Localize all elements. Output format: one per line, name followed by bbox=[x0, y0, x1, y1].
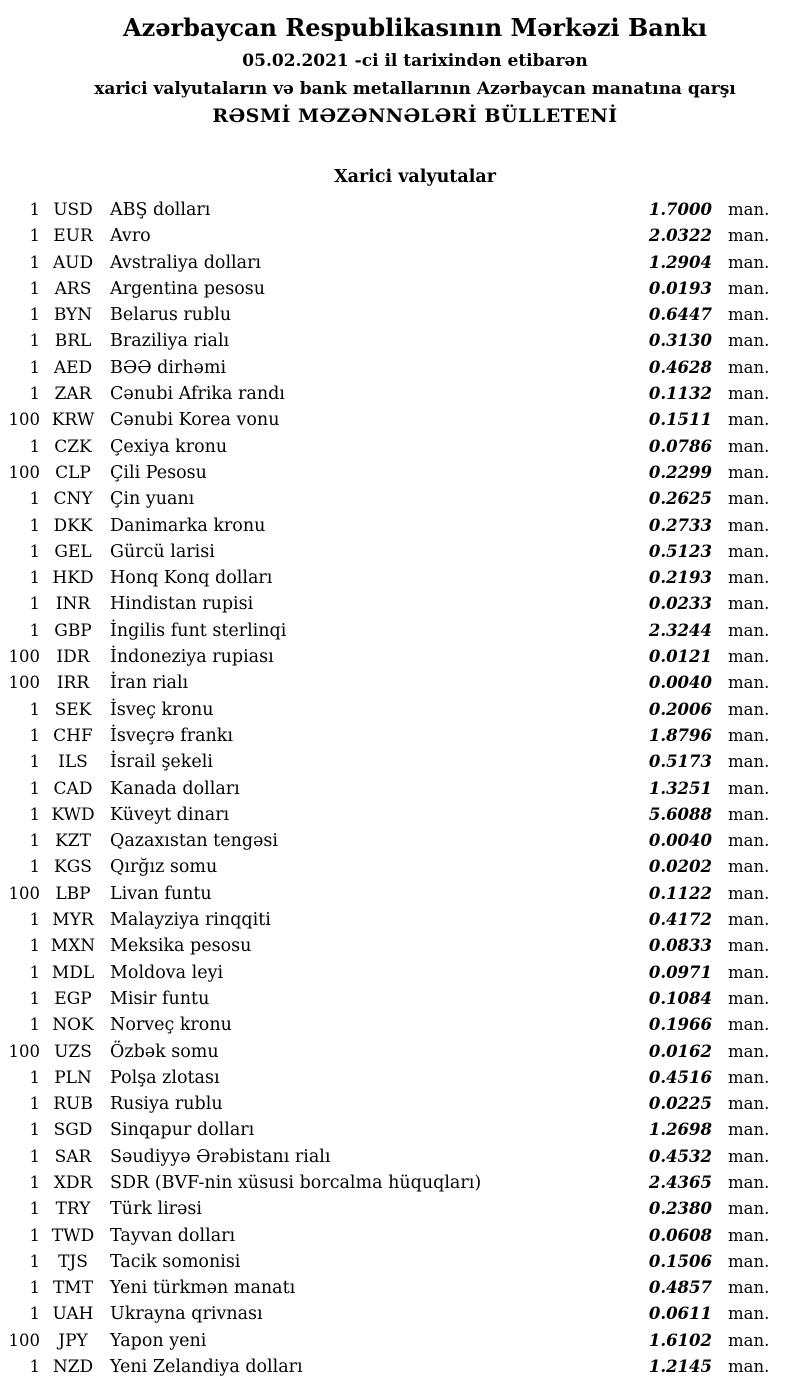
rate-cell: 0.1506 bbox=[648, 1251, 712, 1271]
rate-cell: 0.1132 bbox=[648, 384, 712, 404]
currency-name-cell: Livan funtu bbox=[110, 883, 212, 904]
rate-cell: 0.2299 bbox=[648, 462, 712, 482]
unit-cell: man. bbox=[728, 1146, 770, 1166]
currency-code-cell: KRW bbox=[51, 410, 95, 431]
currency-name-cell: İsveç kronu bbox=[110, 699, 214, 720]
unit-cell: man. bbox=[728, 962, 770, 982]
bulletin-title: RƏSMİ MƏZƏNNƏLƏRİ BÜLLETENİ bbox=[212, 105, 618, 127]
quantity-cell: 1 bbox=[29, 1067, 40, 1087]
rate-cell: 0.1966 bbox=[648, 1015, 712, 1035]
quantity-cell: 100 bbox=[8, 673, 40, 693]
currency-name-cell: Misir funtu bbox=[110, 988, 210, 1009]
quantity-cell: 1 bbox=[29, 936, 40, 956]
quantity-cell: 1 bbox=[29, 489, 40, 509]
unit-cell: man. bbox=[728, 252, 770, 272]
table-row bbox=[0, 1012, 800, 1038]
currency-code-cell: EUR bbox=[53, 226, 93, 247]
rate-cell: 0.4532 bbox=[648, 1146, 712, 1166]
rate-cell: 0.3130 bbox=[648, 331, 712, 351]
quantity-cell: 1 bbox=[29, 278, 40, 298]
quantity-cell: 1 bbox=[29, 752, 40, 772]
currency-code-cell: CZK bbox=[54, 436, 92, 457]
unit-cell: man. bbox=[728, 410, 770, 430]
currency-name-cell: İsveçrə frankı bbox=[110, 725, 233, 746]
quantity-cell: 1 bbox=[29, 331, 40, 351]
currency-code-cell: ZAR bbox=[54, 384, 92, 405]
currency-code-cell: CLP bbox=[55, 462, 91, 483]
currency-name-cell: Tayvan dolları bbox=[110, 1225, 236, 1246]
currency-name-cell: Yeni Zelandiya dolları bbox=[110, 1357, 303, 1378]
table-row bbox=[0, 802, 800, 828]
quantity-cell: 1 bbox=[29, 988, 40, 1008]
unit-cell: man. bbox=[728, 436, 770, 456]
table-row bbox=[0, 1301, 800, 1327]
currency-code-cell: TWD bbox=[51, 1225, 95, 1246]
quantity-cell: 1 bbox=[29, 436, 40, 456]
rate-cell: 0.0611 bbox=[648, 1304, 712, 1324]
table-row bbox=[0, 960, 800, 986]
currency-code-cell: INR bbox=[55, 594, 91, 615]
table-row bbox=[0, 223, 800, 249]
quantity-cell: 1 bbox=[29, 594, 40, 614]
quantity-cell: 1 bbox=[29, 568, 40, 588]
unit-cell: man. bbox=[728, 883, 770, 903]
currency-code-cell: NOK bbox=[52, 1015, 94, 1036]
table-row bbox=[0, 539, 800, 565]
table-row bbox=[0, 723, 800, 749]
quantity-cell: 1 bbox=[29, 1278, 40, 1298]
table-row bbox=[0, 355, 800, 381]
rate-cell: 0.0608 bbox=[648, 1225, 712, 1245]
unit-cell: man. bbox=[728, 594, 770, 614]
table-row bbox=[0, 250, 800, 276]
unit-cell: man. bbox=[728, 200, 770, 219]
currency-name-cell: Tacik somonisi bbox=[110, 1251, 241, 1272]
unit-cell: man. bbox=[728, 1251, 770, 1271]
unit-cell: man. bbox=[728, 541, 770, 561]
table-row bbox=[0, 986, 800, 1012]
quantity-cell: 100 bbox=[8, 883, 40, 903]
quantity-cell: 1 bbox=[29, 252, 40, 272]
table-row bbox=[0, 1223, 800, 1249]
rate-cell: 2.3244 bbox=[648, 620, 712, 640]
table-row bbox=[0, 1065, 800, 1091]
rate-cell: 1.7000 bbox=[648, 200, 712, 219]
currency-name-cell: Norveç kronu bbox=[110, 1015, 232, 1036]
table-row bbox=[0, 776, 800, 802]
rate-cell: 0.1084 bbox=[648, 988, 712, 1008]
unit-cell: man. bbox=[728, 936, 770, 956]
currency-code-cell: TMT bbox=[52, 1278, 94, 1299]
table-row bbox=[0, 933, 800, 959]
currency-code-cell: MXN bbox=[50, 936, 96, 957]
currency-code-cell: ARS bbox=[54, 278, 92, 299]
table-row bbox=[0, 434, 800, 460]
currency-name-cell: Səudiyyə Ərəbistanı rialı bbox=[110, 1146, 331, 1167]
currency-name-cell: Çexiya kronu bbox=[110, 436, 228, 457]
quantity-cell: 1 bbox=[29, 1094, 40, 1114]
currency-code-cell: GEL bbox=[54, 541, 92, 562]
unit-cell: man. bbox=[728, 278, 770, 298]
currency-code-cell: BYN bbox=[53, 305, 93, 326]
currency-code-cell: CAD bbox=[53, 778, 93, 799]
currency-name-cell: Honq Konq dolları bbox=[110, 568, 273, 589]
currency-name-cell: Cənubi Afrika randı bbox=[110, 384, 285, 405]
currency-code-cell: CNY bbox=[53, 489, 93, 510]
currency-code-cell: MYR bbox=[52, 910, 94, 931]
currency-name-cell: Danimarka kronu bbox=[110, 515, 266, 536]
rate-cell: 0.4172 bbox=[648, 910, 712, 930]
currency-code-cell: SEK bbox=[54, 699, 92, 720]
rate-cell: 0.2625 bbox=[648, 489, 712, 509]
table-row bbox=[0, 828, 800, 854]
currency-code-cell: UAH bbox=[52, 1304, 94, 1325]
currency-code-cell: TJS bbox=[58, 1251, 88, 1272]
currency-name-cell: SDR (BVF-nin xüsusi borcalma hüquqları) bbox=[110, 1172, 482, 1193]
quantity-cell: 1 bbox=[29, 1172, 40, 1192]
unit-cell: man. bbox=[728, 673, 770, 693]
unit-cell: man. bbox=[728, 489, 770, 509]
unit-cell: man. bbox=[728, 778, 770, 798]
currency-code-cell: KGS bbox=[54, 857, 92, 878]
table-row bbox=[0, 1328, 800, 1354]
table-row bbox=[0, 1196, 800, 1222]
unit-cell: man. bbox=[728, 988, 770, 1008]
currency-name-cell: Türk lirəsi bbox=[110, 1199, 202, 1220]
currency-code-cell: BRL bbox=[54, 331, 92, 352]
table-row bbox=[0, 1091, 800, 1117]
table-row bbox=[0, 591, 800, 617]
quantity-cell: 1 bbox=[29, 305, 40, 325]
currency-code-cell: GBP bbox=[54, 620, 92, 641]
currency-name-cell: Avro bbox=[110, 226, 151, 247]
currency-name-cell: Qazaxıstan tengəsi bbox=[110, 831, 278, 852]
rate-cell: 0.1511 bbox=[648, 410, 712, 430]
currency-code-cell: IRR bbox=[56, 673, 90, 694]
rate-cell: 2.4365 bbox=[648, 1172, 712, 1192]
quantity-cell: 1 bbox=[29, 1225, 40, 1245]
rate-cell: 0.2006 bbox=[648, 699, 712, 719]
table-row bbox=[0, 302, 800, 328]
currency-name-cell: Rusiya rublu bbox=[110, 1094, 223, 1115]
unit-cell: man. bbox=[728, 1041, 770, 1061]
currency-code-cell: KZT bbox=[55, 831, 91, 852]
rate-cell: 0.6447 bbox=[648, 305, 712, 325]
table-row bbox=[0, 1249, 800, 1275]
currency-name-cell: İran rialı bbox=[110, 673, 189, 694]
quantity-cell: 100 bbox=[8, 647, 40, 667]
quantity-cell: 1 bbox=[29, 515, 40, 535]
unit-cell: man. bbox=[728, 1304, 770, 1324]
currency-code-cell: LBP bbox=[55, 883, 91, 904]
table-row bbox=[0, 907, 800, 933]
currency-name-cell: Kanada dolları bbox=[110, 778, 240, 799]
quantity-cell: 100 bbox=[8, 1041, 40, 1061]
quantity-cell: 1 bbox=[29, 1199, 40, 1219]
rate-cell: 0.5123 bbox=[648, 541, 712, 561]
quantity-cell: 1 bbox=[29, 620, 40, 640]
currency-code-cell: USD bbox=[53, 200, 93, 220]
rate-cell: 0.5173 bbox=[648, 752, 712, 772]
unit-cell: man. bbox=[728, 1357, 770, 1377]
table-row bbox=[0, 1117, 800, 1143]
quantity-cell: 1 bbox=[29, 1015, 40, 1035]
unit-cell: man. bbox=[728, 1199, 770, 1219]
table-row bbox=[0, 670, 800, 696]
unit-cell: man. bbox=[728, 620, 770, 640]
unit-cell: man. bbox=[728, 1015, 770, 1035]
table-row bbox=[0, 1170, 800, 1196]
table-row bbox=[0, 1354, 800, 1380]
rate-cell: 0.4857 bbox=[648, 1278, 712, 1298]
unit-cell: man. bbox=[728, 1094, 770, 1114]
table-row bbox=[0, 749, 800, 775]
currency-name-cell: Yapon yeni bbox=[110, 1330, 207, 1351]
table-row bbox=[0, 197, 800, 223]
rate-cell: 0.4628 bbox=[648, 357, 712, 377]
unit-cell: man. bbox=[728, 568, 770, 588]
rate-cell: 1.3251 bbox=[648, 778, 712, 798]
unit-cell: man. bbox=[728, 305, 770, 325]
currency-code-cell: SAR bbox=[54, 1146, 92, 1167]
rate-cell: 0.0225 bbox=[648, 1094, 712, 1114]
currency-name-cell: BƏƏ dirhəmi bbox=[110, 357, 227, 378]
rate-cell: 0.0040 bbox=[648, 831, 712, 851]
currency-name-cell: Moldova leyi bbox=[110, 962, 224, 983]
quantity-cell: 1 bbox=[29, 725, 40, 745]
rates-table bbox=[0, 197, 800, 1380]
currency-code-cell: IDR bbox=[56, 647, 90, 668]
table-row bbox=[0, 486, 800, 512]
rate-cell: 1.2698 bbox=[648, 1120, 712, 1140]
unit-cell: man. bbox=[728, 226, 770, 246]
unit-cell: man. bbox=[728, 331, 770, 351]
quantity-cell: 1 bbox=[29, 226, 40, 246]
unit-cell: man. bbox=[728, 1067, 770, 1087]
unit-cell: man. bbox=[728, 857, 770, 877]
currency-name-cell: Qırğız somu bbox=[110, 857, 218, 878]
rate-cell: 5.6088 bbox=[648, 804, 712, 824]
rate-cell: 0.0121 bbox=[648, 647, 712, 667]
quantity-cell: 1 bbox=[29, 1146, 40, 1166]
quantity-cell: 1 bbox=[29, 962, 40, 982]
rate-cell: 0.2380 bbox=[648, 1199, 712, 1219]
currency-name-cell: Çili Pesosu bbox=[110, 462, 207, 483]
currency-name-cell: Özbək somu bbox=[110, 1041, 219, 1062]
currency-code-cell: ILS bbox=[58, 752, 88, 773]
rate-cell: 1.2904 bbox=[648, 252, 712, 272]
quantity-cell: 1 bbox=[29, 699, 40, 719]
unit-cell: man. bbox=[728, 831, 770, 851]
rate-cell: 1.8796 bbox=[648, 725, 712, 745]
currency-name-cell: Argentina pesosu bbox=[110, 278, 266, 299]
currency-name-cell: İngilis funt sterlinqi bbox=[110, 620, 287, 641]
currency-name-cell: Cənubi Korea vonu bbox=[110, 410, 280, 431]
currency-code-cell: JPY bbox=[58, 1330, 88, 1351]
currency-code-cell: RUB bbox=[53, 1094, 93, 1115]
quantity-cell: 1 bbox=[29, 1251, 40, 1271]
currency-name-cell: Hindistan rupisi bbox=[110, 594, 254, 615]
table-row bbox=[0, 407, 800, 433]
currency-name-cell: Yeni türkmən manatı bbox=[110, 1278, 296, 1299]
quantity-cell: 1 bbox=[29, 384, 40, 404]
currency-code-cell: HKD bbox=[52, 568, 94, 589]
rate-cell: 0.0202 bbox=[648, 857, 712, 877]
currency-name-cell: Avstraliya dolları bbox=[110, 252, 262, 273]
currency-code-cell: XDR bbox=[53, 1172, 93, 1193]
table-row bbox=[0, 276, 800, 302]
unit-cell: man. bbox=[728, 384, 770, 404]
effective-date-line: 05.02.2021 -ci il tarixindən etibarən bbox=[242, 51, 588, 71]
rate-cell: 0.0162 bbox=[648, 1041, 712, 1061]
unit-cell: man. bbox=[728, 1330, 770, 1350]
currency-code-cell: DKK bbox=[53, 515, 93, 536]
rate-cell: 0.0040 bbox=[648, 673, 712, 693]
table-row bbox=[0, 1039, 800, 1065]
section-title-foreign-currencies: Xarici valyutalar bbox=[334, 167, 496, 187]
quantity-cell: 1 bbox=[29, 200, 40, 219]
table-row bbox=[0, 565, 800, 591]
unit-cell: man. bbox=[728, 752, 770, 772]
quantity-cell: 1 bbox=[29, 1120, 40, 1140]
subtitle-line: xarici valyutaların və bank metallarının Azərbaycan manatına qarşı bbox=[94, 79, 736, 99]
unit-cell: man. bbox=[728, 647, 770, 667]
quantity-cell: 100 bbox=[8, 462, 40, 482]
table-row bbox=[0, 328, 800, 354]
currency-code-cell: KWD bbox=[51, 804, 95, 825]
unit-cell: man. bbox=[728, 910, 770, 930]
rate-cell: 0.0786 bbox=[648, 436, 712, 456]
unit-cell: man. bbox=[728, 515, 770, 535]
quantity-cell: 1 bbox=[29, 778, 40, 798]
quantity-cell: 1 bbox=[29, 804, 40, 824]
currency-name-cell: Polşa zlotası bbox=[110, 1067, 220, 1088]
unit-cell: man. bbox=[728, 357, 770, 377]
currency-code-cell: UZS bbox=[54, 1041, 92, 1062]
table-row bbox=[0, 644, 800, 670]
quantity-cell: 100 bbox=[8, 410, 40, 430]
currency-name-cell: Çin yuanı bbox=[110, 489, 195, 510]
rate-cell: 0.1122 bbox=[648, 883, 712, 903]
currency-name-cell: Belarus rublu bbox=[110, 305, 232, 326]
quantity-cell: 1 bbox=[29, 1304, 40, 1324]
table-row bbox=[0, 460, 800, 486]
currency-name-cell: Malayziya rinqqiti bbox=[110, 910, 271, 931]
unit-cell: man. bbox=[728, 804, 770, 824]
table-row bbox=[0, 618, 800, 644]
quantity-cell: 1 bbox=[29, 1357, 40, 1377]
quantity-cell: 1 bbox=[29, 857, 40, 877]
unit-cell: man. bbox=[728, 1225, 770, 1245]
rate-cell: 0.0833 bbox=[648, 936, 712, 956]
quantity-cell: 1 bbox=[29, 831, 40, 851]
quantity-cell: 1 bbox=[29, 541, 40, 561]
currency-code-cell: SGD bbox=[53, 1120, 93, 1141]
unit-cell: man. bbox=[728, 699, 770, 719]
currency-name-cell: Sinqapur dolları bbox=[110, 1120, 255, 1141]
table-row bbox=[0, 697, 800, 723]
table-row bbox=[0, 381, 800, 407]
quantity-cell: 1 bbox=[29, 910, 40, 930]
unit-cell: man. bbox=[728, 1120, 770, 1140]
rate-cell: 0.0233 bbox=[648, 594, 712, 614]
currency-name-cell: Braziliya rialı bbox=[110, 331, 230, 352]
table-row bbox=[0, 513, 800, 539]
quantity-cell: 100 bbox=[8, 1330, 40, 1350]
currency-code-cell: TRY bbox=[55, 1199, 91, 1220]
currency-code-cell: PLN bbox=[54, 1067, 92, 1088]
rate-cell: 0.2193 bbox=[648, 568, 712, 588]
currency-code-cell: AUD bbox=[52, 252, 94, 273]
rate-cell: 2.0322 bbox=[648, 226, 712, 246]
currency-code-cell: EGP bbox=[54, 988, 92, 1009]
currency-name-cell: Gürcü larisi bbox=[110, 541, 215, 562]
currency-name-cell: Meksika pesosu bbox=[110, 936, 252, 957]
rate-cell: 1.6102 bbox=[648, 1330, 712, 1350]
unit-cell: man. bbox=[728, 725, 770, 745]
currency-code-cell: MDL bbox=[51, 962, 95, 983]
document-header bbox=[0, 0, 800, 128]
currency-code-cell: NZD bbox=[52, 1357, 94, 1378]
currency-name-cell: İsrail şekeli bbox=[110, 752, 213, 773]
quantity-cell: 1 bbox=[29, 357, 40, 377]
unit-cell: man. bbox=[728, 1172, 770, 1192]
rate-cell: 0.0193 bbox=[648, 278, 712, 298]
rate-cell: 0.2733 bbox=[648, 515, 712, 535]
unit-cell: man. bbox=[728, 1278, 770, 1298]
currency-name-cell: İndoneziya rupiası bbox=[110, 647, 274, 668]
table-row bbox=[0, 1144, 800, 1170]
unit-cell: man. bbox=[728, 462, 770, 482]
bank-title: Azərbaycan Respublikasının Mərkəzi Bankı bbox=[122, 13, 708, 42]
rate-cell: 0.4516 bbox=[648, 1067, 712, 1087]
rate-cell: 1.2145 bbox=[648, 1357, 712, 1377]
rate-cell: 0.0971 bbox=[648, 962, 712, 982]
currency-code-cell: AED bbox=[53, 357, 93, 378]
currency-name-cell: Küveyt dinarı bbox=[110, 804, 230, 825]
table-row bbox=[0, 1275, 800, 1301]
table-row bbox=[0, 854, 800, 880]
currency-name-cell: Ukrayna qrivnası bbox=[110, 1304, 263, 1325]
currency-name-cell: ABŞ dolları bbox=[110, 200, 211, 220]
table-row bbox=[0, 881, 800, 907]
currency-code-cell: CHF bbox=[53, 725, 93, 746]
